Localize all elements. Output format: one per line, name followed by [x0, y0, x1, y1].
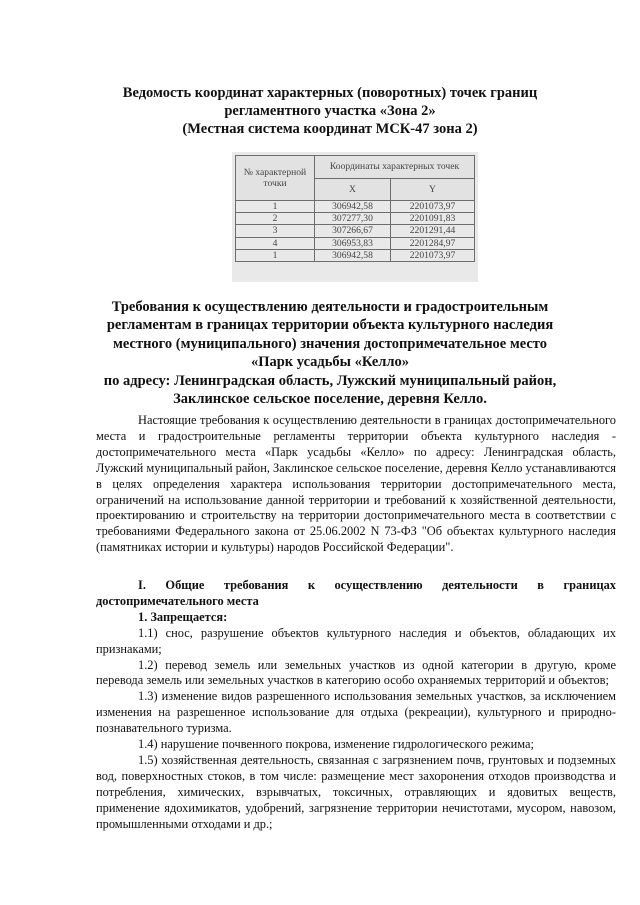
header-coordinates: Координаты характерных точек [315, 156, 475, 179]
intro-section [96, 413, 616, 556]
cell-point: 2 [236, 213, 315, 225]
list-item: 1.5) хозяйственная деятельность, связанная с загрязнением почв, грунтовых и подземных вод, поверхностных стоков, в том числе: размещение мест захоронения отходов производства и потребления, химических, взрывчатых, токсичных, отравляющих и ядовитых веществ, применение ядохимикатов, удобрений, загрязнение территории нечистотами, мусором, навозом, промышленными отходами и др.; [96, 752, 616, 831]
req-title-line-2: регламентам в границах территории объекта культурного наследия [106, 317, 554, 334]
header-point-number: № характерной точки [236, 156, 315, 201]
cell-point: 1 [236, 249, 315, 261]
cell-y: 2201091,83 [391, 213, 475, 225]
cell-y: 2201073,97 [391, 249, 475, 261]
section-heading: I. Общие требования к осуществлению деятельности в границах достопримечательного места [96, 578, 616, 608]
cell-x: 307266,67 [315, 225, 391, 237]
document-title [95, 84, 565, 138]
list-item: 1.1) снос, разрушение объектов культурного наследия и объектов, обладающих их признаками; [96, 625, 616, 656]
coordinates-table-scan [232, 152, 478, 282]
req-title-line-6: Заклинское сельское поселение, деревня Келло. [173, 391, 487, 408]
header-x: X [315, 178, 391, 201]
cell-point: 1 [236, 201, 315, 213]
cell-y: 2201284,97 [391, 237, 475, 249]
intro-paragraph: Настоящие требования к осуществлению деятельности в границах достопримечательного места и градостроительные регламенты территории объекта культурного наследия - достопримечательного места «Парк усадьбы «Келло» по адресу: Ленинградская область, Лужский муниципальный район, Заклинское сельское поселение, деревня Келло устанавливаются в целях определения характера использования территории достопримечательного места, ограничений на использование данной территории и требований к хозяйственной деятельности, проектированию и строительству на территории достопримечательного места в соответствии с требованиями Федерального закона от 25.06.2002 N 73-ФЗ "Об объектах культурного наследия (памятниках истории и культуры) народов Российской Федерации". [96, 413, 616, 555]
cell-x: 306953,83 [315, 237, 391, 249]
req-title-line-5: по адресу: Ленинградская область, Лужский муниципальный район, [103, 372, 557, 389]
table-row [236, 213, 475, 225]
section-subheading: 1. Запрещается: [138, 609, 228, 624]
title-line-3: (Местная система координат МСК-47 зона 2) [182, 121, 478, 137]
table-row [236, 237, 475, 249]
table-row [236, 225, 475, 237]
title-line-2: регламентного участка «Зона 2» [224, 103, 436, 119]
list-item: 1.3) изменение видов разрешенного использования земельных участков, за исключением изменения на разрешенное использование для отдыха (рекреации), культурного и природно-познавательного туризма. [96, 689, 616, 736]
coordinates-table [235, 155, 475, 262]
req-title-line-1: Требования к осуществлению деятельности и градостроительным [111, 299, 549, 315]
cell-point: 4 [236, 237, 315, 249]
title-line-1: Ведомость координат характерных (поворотных) точек границ [122, 85, 538, 101]
header-y: Y [391, 178, 475, 201]
cell-x: 306942,58 [315, 249, 391, 261]
list-item: 1.2) перевод земель или земельных участков из одной категории в другую, кроме перевода земель или земельных участков в категорию особо охраняемых территорий и объектов; [96, 657, 616, 688]
table-row [236, 249, 475, 261]
cell-y: 2201291,44 [391, 225, 475, 237]
table-row [236, 201, 475, 213]
req-title-line-4: «Парк усадьбы «Келло» [250, 354, 410, 371]
requirements-title [100, 298, 560, 408]
cell-x: 306942,58 [315, 201, 391, 213]
req-title-line-3: местного (муниципального) значения достопримечательное место [113, 335, 547, 352]
list-item: 1.4) нарушение почвенного покрова, изменение гидрологического режима; [138, 737, 534, 752]
cell-x: 307277,30 [315, 213, 391, 225]
cell-y: 2201073,97 [391, 201, 475, 213]
general-requirements-section [96, 578, 616, 833]
cell-point: 3 [236, 225, 315, 237]
